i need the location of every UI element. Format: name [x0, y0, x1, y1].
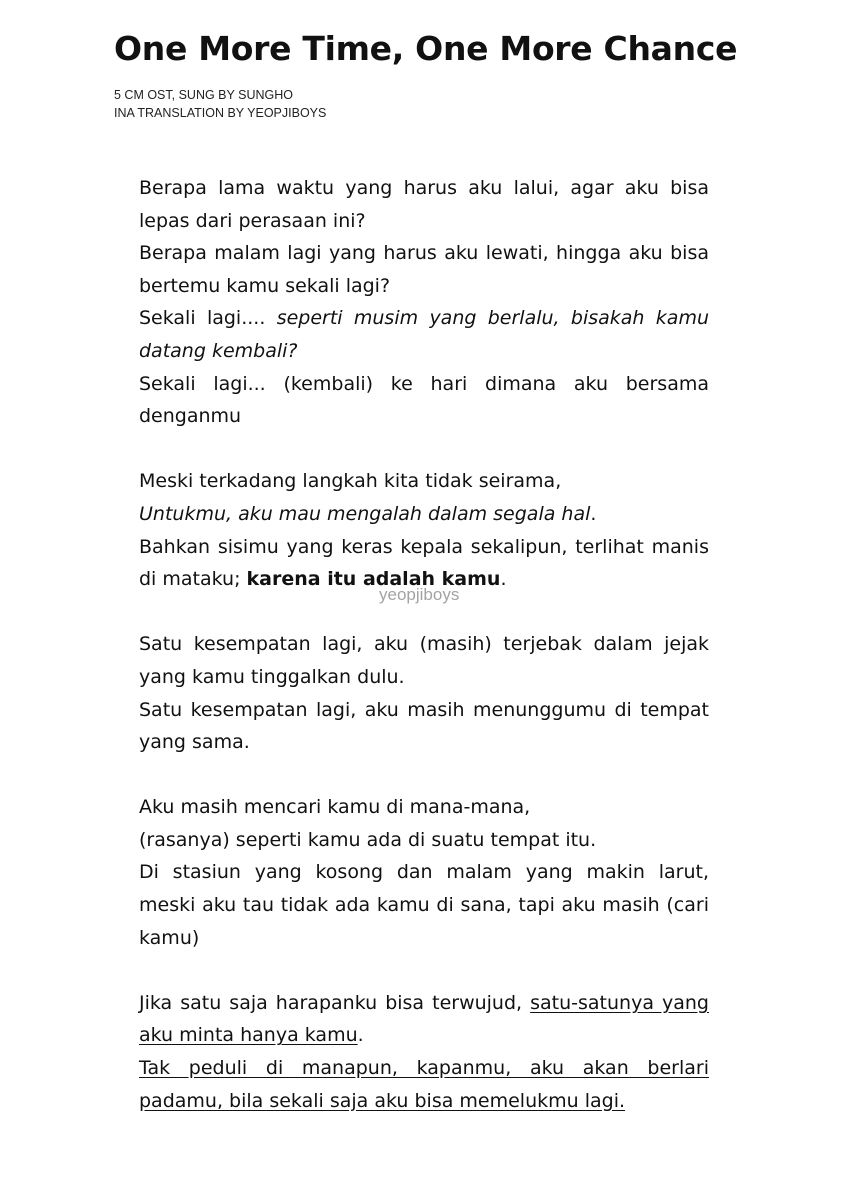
lyric-line: Aku masih mencari kamu di mana-mana, [139, 796, 531, 819]
stanza-5 [139, 987, 709, 1117]
lyric-line: Berapa malam lagi yang harus aku lewati, hingga aku bisa bertemu kamu sekali lagi? [139, 242, 709, 297]
stanza-1 [139, 172, 709, 433]
lyric-line: Satu kesempatan lagi, aku (masih) terjebak dalam jejak yang kamu tinggalkan dulu. [139, 633, 709, 688]
stanza-3 [139, 628, 709, 758]
credit-line-translation: INA TRANSLATION BY YEOPJIBOYS [114, 106, 327, 120]
page-title: One More Time, One More Chance [114, 29, 738, 68]
lyric-text: Bahkan sisimu yang keras kepala sekalipun, terlihat manis di mataku; [139, 535, 709, 591]
lyric-text: Jika satu saja harapanku bisa terwujud, [139, 991, 531, 1014]
lyric-line: Sekali lagi... (kembali) ke hari dimana aku bersama denganmu [139, 372, 709, 428]
lyric-line [139, 498, 709, 531]
lyric-line: Meski terkadang langkah kita tidak seirama, [139, 470, 562, 493]
stanza-4 [139, 791, 709, 954]
lyric-bold-text: karena itu adalah kamu [246, 568, 501, 591]
lyric-text: . [357, 1024, 364, 1047]
lyric-line: Di stasiun yang kosong dan malam yang makin larut, meski aku tau tidak ada kamu di sana, tapi aku masih (cari kamu) [139, 861, 709, 949]
credit-line-song: 5 CM OST, SUNG BY SUNGHO [114, 88, 293, 102]
lyric-text: . [590, 502, 597, 525]
lyric-line: (rasanya) seperti kamu ada di suatu tempat itu. [139, 828, 597, 851]
lyric-line [139, 302, 709, 367]
stanza-2 [139, 465, 709, 595]
lyrics-body [139, 172, 709, 1150]
lyric-underlined-line: padamu, bila sekali saja aku bisa memelukmu lagi. [139, 1089, 626, 1112]
lyric-line: Berapa lama waktu yang harus aku lalui, agar aku bisa lepas dari perasaan ini? [139, 177, 709, 232]
lyric-underlined-text: satu-satunya yang aku minta hanya kamu [139, 991, 709, 1047]
lyric-text: . [500, 568, 507, 591]
song-credits [114, 86, 326, 122]
lyric-line [139, 987, 709, 1052]
lyric-italic-text: seperti musim yang berlalu, bisakah kamu datang kembali? [139, 307, 709, 362]
lyric-text: Sekali lagi.... [139, 307, 277, 330]
lyric-line: Satu kesempatan lagi, aku masih menunggumu di tempat yang sama. [139, 698, 709, 754]
lyric-underlined-line: Tak peduli di manapun, kapanmu, aku akan berlari [139, 1057, 709, 1080]
watermark-text: yeopjiboys [379, 585, 460, 604]
lyric-italic-text: Untukmu, aku mau mengalah dalam segala hal [139, 502, 591, 525]
